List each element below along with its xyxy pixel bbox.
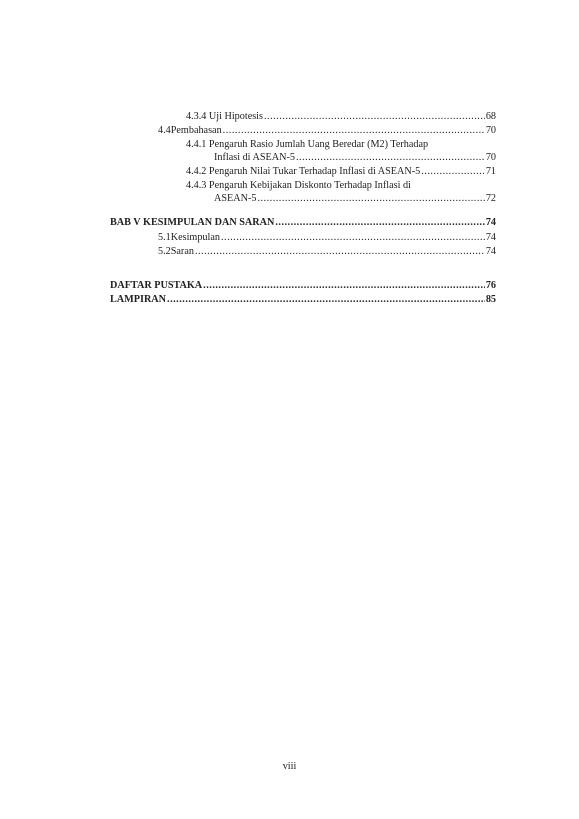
toc-entry-label: Inflasi di ASEAN-5 (214, 152, 295, 163)
leader-dots (275, 216, 484, 229)
toc-section-number: 4.4 (158, 125, 171, 136)
leader-dots (257, 192, 484, 205)
toc-chapter-daftar-pustaka[interactable] (110, 279, 496, 292)
leader-dots (223, 124, 485, 137)
toc-chapter-label: DAFTAR PUSTAKA (110, 280, 203, 291)
toc-entry-5-1[interactable] (158, 231, 496, 244)
page-number-footer: viii (282, 761, 297, 772)
leader-dots (264, 110, 485, 123)
toc-chapter-bab-v[interactable] (110, 216, 496, 229)
toc-page-number: 72 (485, 193, 496, 204)
toc-entry-5-2[interactable] (158, 245, 496, 258)
toc-page-number: 68 (485, 111, 496, 122)
toc-entry-4-3-4[interactable] (186, 110, 496, 123)
toc-page-number: 85 (485, 294, 496, 305)
toc-page-number: 74 (485, 217, 496, 228)
toc-section-number: 5.1 (158, 232, 171, 243)
toc-page-number: 74 (485, 246, 496, 257)
toc-section-number: 5.2 (158, 246, 171, 257)
toc-entry-label: 4.3.4 Uji Hipotesis (186, 111, 263, 122)
toc-chapter-lampiran[interactable] (110, 293, 496, 306)
leader-dots (167, 293, 485, 306)
toc-entry-label: Pembahasan (170, 125, 222, 136)
toc-entry-4-4-3-line1[interactable]: 4.4.3 Pengaruh Kebijakan Diskonto Terhadap Inflasi di (186, 180, 411, 191)
leader-dots (421, 165, 485, 178)
toc-entry-4-4-2[interactable] (186, 165, 496, 178)
toc-entry-4-4-1-line1[interactable]: 4.4.1 Pengaruh Rasio Jumlah Uang Beredar (M2) Terhadap (186, 139, 429, 150)
leader-dots (203, 279, 485, 292)
toc-chapter-label: LAMPIRAN (110, 294, 167, 305)
leader-dots (195, 245, 485, 258)
toc-page-number: 74 (485, 232, 496, 243)
toc-page-number: 70 (485, 125, 496, 136)
toc-entry-4-4-1-line2[interactable] (214, 151, 496, 164)
leader-dots (296, 151, 485, 164)
toc-page-number: 71 (485, 166, 496, 177)
toc-page-number: 76 (485, 280, 496, 291)
leader-dots (221, 231, 485, 244)
toc-entry-4-4[interactable] (158, 124, 496, 137)
toc-entry-label: Kesimpulan (170, 232, 220, 243)
toc-entry-label: 4.4.2 Pengaruh Nilai Tukar Terhadap Inflasi di ASEAN-5 (186, 166, 421, 177)
toc-entry-4-4-3-line2[interactable] (214, 192, 496, 205)
toc-entry-label: Saran (170, 246, 194, 257)
toc-chapter-label: BAB V KESIMPULAN DAN SARAN (110, 217, 275, 228)
toc-entry-label: ASEAN-5 (214, 193, 257, 204)
toc-page-number: 70 (485, 152, 496, 163)
